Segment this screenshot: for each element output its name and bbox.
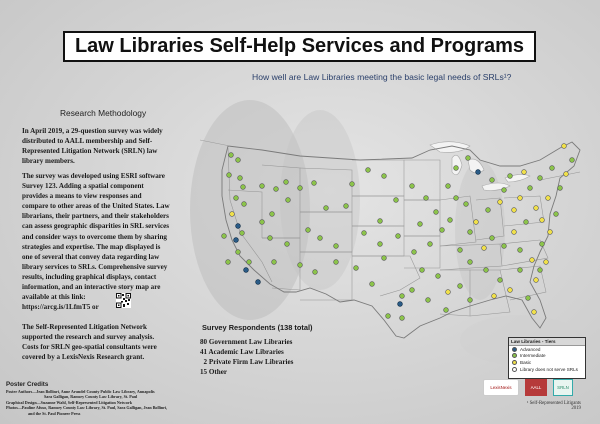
library-point[interactable] — [508, 288, 513, 293]
basic-swatch-icon — [512, 360, 517, 365]
library-point[interactable] — [446, 290, 451, 295]
library-point[interactable] — [476, 170, 481, 175]
credit-line: Photos—Pauline Afuso, Ramsey County Law Library, St. Paul, Sara Galligan, Jean Bollinri, — [6, 405, 168, 411]
text-line: and consider ways to overcome them by sharing — [22, 232, 167, 241]
qr-code-icon[interactable] — [116, 293, 131, 308]
library-point[interactable] — [400, 294, 405, 299]
library-point[interactable] — [458, 248, 463, 253]
library-point[interactable] — [398, 302, 403, 307]
library-point[interactable] — [370, 282, 375, 287]
library-point[interactable] — [454, 196, 459, 201]
lexisnexis-logo — [483, 379, 519, 396]
library-point[interactable] — [518, 248, 523, 253]
library-point[interactable] — [524, 220, 529, 225]
library-point[interactable] — [562, 144, 567, 149]
library-point[interactable] — [468, 260, 473, 265]
legend-label: Advanced — [520, 346, 541, 352]
credit-line: Poster Authors—Jean Bollinri, Anne Arundel County Public Law Library, Annapolis — [6, 389, 155, 394]
library-point[interactable] — [334, 244, 339, 249]
respondents-list — [200, 337, 293, 377]
text-line: The Self-Represented Litigation Network — [22, 323, 147, 331]
library-point[interactable] — [272, 260, 277, 265]
library-point[interactable] — [498, 200, 503, 205]
library-point[interactable] — [260, 184, 265, 189]
survey-link[interactable]: https://arcg.is/1LfmT5 or — [22, 303, 99, 312]
library-point[interactable] — [226, 260, 231, 265]
text-line: distributed to AALL membership and Self- — [22, 137, 153, 146]
aall-logo — [525, 379, 547, 396]
text-line: library members. — [22, 157, 75, 166]
library-point[interactable] — [234, 238, 239, 243]
library-point[interactable] — [350, 182, 355, 187]
library-point[interactable] — [426, 298, 431, 303]
library-point[interactable] — [440, 228, 445, 233]
library-point[interactable] — [344, 204, 349, 209]
text-line: information, and an interactive story map are — [22, 283, 161, 292]
library-point[interactable] — [474, 220, 479, 225]
library-point[interactable] — [378, 242, 383, 247]
library-point[interactable] — [284, 180, 289, 185]
library-point[interactable] — [518, 268, 523, 273]
legend-title: Law Libraries - Tiers — [509, 338, 585, 346]
library-point[interactable] — [534, 278, 539, 283]
library-point[interactable] — [298, 263, 303, 268]
methodology-paragraph-1 — [22, 126, 163, 166]
library-point[interactable] — [382, 256, 387, 261]
text-line: strategies and expertise. The map displayed is — [22, 242, 161, 251]
library-point[interactable] — [512, 208, 517, 213]
credits-heading: Poster Credits — [6, 381, 49, 388]
credits-list — [6, 389, 167, 416]
library-point[interactable] — [508, 174, 513, 179]
library-point[interactable] — [434, 210, 439, 215]
library-point[interactable] — [502, 244, 507, 249]
respondent-line: 2 Private Firm Law Libraries — [200, 358, 294, 367]
legend-label: Basic — [520, 359, 532, 365]
methodology-heading: Research Methodology — [60, 108, 147, 118]
library-point[interactable] — [366, 168, 371, 173]
none-swatch-icon — [512, 367, 517, 372]
respondent-line: 80 Government Law Libraries — [200, 338, 293, 346]
library-point[interactable] — [570, 158, 575, 163]
library-point[interactable] — [229, 153, 234, 158]
credit-line: and the St. Paul Pioneer Press — [28, 410, 81, 416]
library-point[interactable] — [394, 198, 399, 203]
library-point[interactable] — [454, 166, 459, 171]
legend-label: Library does not serve SRLs — [520, 366, 578, 372]
library-point[interactable] — [312, 181, 317, 186]
library-point[interactable] — [396, 234, 401, 239]
library-point[interactable] — [484, 268, 489, 273]
respondent-line: 15 Other — [200, 368, 227, 377]
library-point[interactable] — [410, 288, 415, 293]
library-point[interactable] — [444, 308, 449, 313]
text-line: Survey 123. Adding a spatial component — [22, 182, 144, 191]
library-point[interactable] — [274, 187, 279, 192]
text-line: library services to SRLs. Comprehensive survey — [22, 262, 168, 271]
logo-text: LexisNexis — [490, 385, 512, 390]
library-point[interactable] — [546, 196, 551, 201]
advanced-swatch-icon — [512, 347, 517, 352]
library-point[interactable] — [468, 230, 473, 235]
library-point[interactable] — [544, 260, 549, 265]
credit-line: Sara Galligan, Ramsey County Law Library, St. Paul — [44, 394, 138, 400]
legend-item-advanced — [509, 346, 585, 353]
library-point[interactable] — [318, 236, 323, 241]
research-question: How well are Law Libraries meeting the basic legal needs of SRLs¹? — [252, 72, 512, 82]
poster-title: Law Libraries Self-Help Services and Programs — [74, 35, 525, 57]
library-point[interactable] — [498, 278, 503, 283]
library-point[interactable] — [446, 184, 451, 189]
footnote-line: ¹ Self-Represented Litigants — [527, 401, 581, 406]
text-line: Represented Litigation Network (SRLN) law — [22, 147, 158, 156]
text-line: results, including graphical displays, contact — [22, 272, 157, 281]
library-point[interactable] — [285, 242, 290, 247]
library-point[interactable] — [512, 230, 517, 235]
library-point[interactable] — [241, 185, 246, 190]
library-point[interactable] — [230, 212, 235, 217]
library-point[interactable] — [538, 176, 543, 181]
library-point[interactable] — [526, 296, 531, 301]
library-point[interactable] — [420, 268, 425, 273]
library-point[interactable] — [482, 246, 487, 251]
library-point[interactable] — [490, 236, 495, 241]
library-point[interactable] — [492, 294, 497, 299]
library-point[interactable] — [448, 218, 453, 223]
library-point[interactable] — [334, 260, 339, 265]
library-point[interactable] — [386, 314, 391, 319]
library-point[interactable] — [240, 231, 245, 236]
library-point[interactable] — [298, 186, 303, 191]
library-point[interactable] — [247, 260, 252, 265]
library-point[interactable] — [490, 178, 495, 183]
library-point[interactable] — [222, 234, 227, 239]
library-point[interactable] — [234, 196, 239, 201]
library-point[interactable] — [538, 268, 543, 273]
library-point[interactable] — [306, 228, 311, 233]
library-point[interactable] — [378, 219, 383, 224]
library-point[interactable] — [518, 196, 523, 201]
library-point[interactable] — [324, 206, 329, 211]
library-point[interactable] — [242, 202, 247, 207]
poster-title-box — [63, 31, 536, 62]
library-point[interactable] — [244, 268, 249, 273]
text-line: librarians, their partners, and their stakeholders — [22, 212, 169, 221]
srln-logo — [553, 379, 573, 396]
library-point[interactable] — [486, 208, 491, 213]
library-point[interactable] — [428, 242, 433, 247]
library-point[interactable] — [236, 224, 241, 229]
text-line: The survey was developed using ESRI software — [22, 172, 165, 180]
legend-item-basic — [509, 359, 585, 366]
credit-line: Graphical Design—Suzanne Wahl, Self-Represented Litigation Network — [6, 399, 133, 405]
library-point[interactable] — [564, 172, 569, 177]
library-point[interactable] — [286, 198, 291, 203]
respondents-heading: Survey Respondents (138 total) — [202, 323, 313, 332]
library-point[interactable] — [400, 316, 405, 321]
library-point[interactable] — [238, 176, 243, 181]
library-point[interactable] — [502, 188, 507, 193]
library-point[interactable] — [410, 184, 415, 189]
library-point[interactable] — [382, 174, 387, 179]
logo-text: SRLN — [557, 385, 569, 390]
library-point[interactable] — [550, 166, 555, 171]
intermediate-swatch-icon — [512, 353, 517, 358]
text-line: supported the research and survey analysis. — [22, 333, 155, 342]
text-line: covered by a LexisNexis Research grant. — [22, 353, 145, 362]
library-point[interactable] — [466, 156, 471, 161]
library-point[interactable] — [412, 250, 417, 255]
library-point[interactable] — [424, 196, 429, 201]
methodology-paragraph-2 — [22, 171, 170, 312]
logo-text: AALL — [530, 385, 542, 390]
library-point[interactable] — [362, 231, 367, 236]
legend-label: Intermediate — [520, 353, 546, 359]
text-line: available at this link: — [22, 293, 86, 302]
library-point[interactable] — [528, 186, 533, 191]
library-point[interactable] — [548, 230, 553, 235]
legend-item-intermediate — [509, 353, 585, 360]
library-point[interactable] — [532, 310, 537, 315]
library-point[interactable] — [436, 274, 441, 279]
map-legend — [508, 337, 586, 379]
text-line: Costs for SRLN geo-spatial consultants were — [22, 343, 157, 352]
library-point[interactable] — [558, 186, 563, 191]
library-point[interactable] — [540, 242, 545, 247]
library-point[interactable] — [458, 284, 463, 289]
library-point[interactable] — [227, 173, 232, 178]
library-point[interactable] — [530, 258, 535, 263]
library-point[interactable] — [554, 212, 559, 217]
text-line: In April 2019, a 29-question survey was widely — [22, 127, 163, 135]
library-point[interactable] — [256, 280, 261, 285]
respondent-line: 41 Academic Law Libraries — [200, 348, 284, 357]
library-point[interactable] — [354, 266, 359, 271]
text-line: can assess geographic disparities in SRL services — [22, 222, 170, 231]
footnote-year: 2019 — [571, 406, 581, 411]
library-point[interactable] — [540, 218, 545, 223]
library-point[interactable] — [236, 250, 241, 255]
text-line: compare to other areas of the United States. Law — [22, 202, 170, 211]
footnote — [527, 401, 581, 411]
library-point[interactable] — [313, 270, 318, 275]
library-point[interactable] — [236, 158, 241, 163]
library-point[interactable] — [534, 206, 539, 211]
legend-item-none — [509, 366, 585, 373]
text-line: one of several that convey data regarding law — [22, 252, 160, 261]
text-line: provides a means to view responses and — [22, 192, 142, 201]
library-point[interactable] — [522, 170, 527, 175]
methodology-paragraph-3 — [22, 322, 157, 362]
library-point[interactable] — [464, 202, 469, 207]
library-point[interactable] — [468, 298, 473, 303]
library-point[interactable] — [260, 220, 265, 225]
library-point[interactable] — [270, 212, 275, 217]
library-point[interactable] — [418, 222, 423, 227]
library-point[interactable] — [268, 236, 273, 241]
